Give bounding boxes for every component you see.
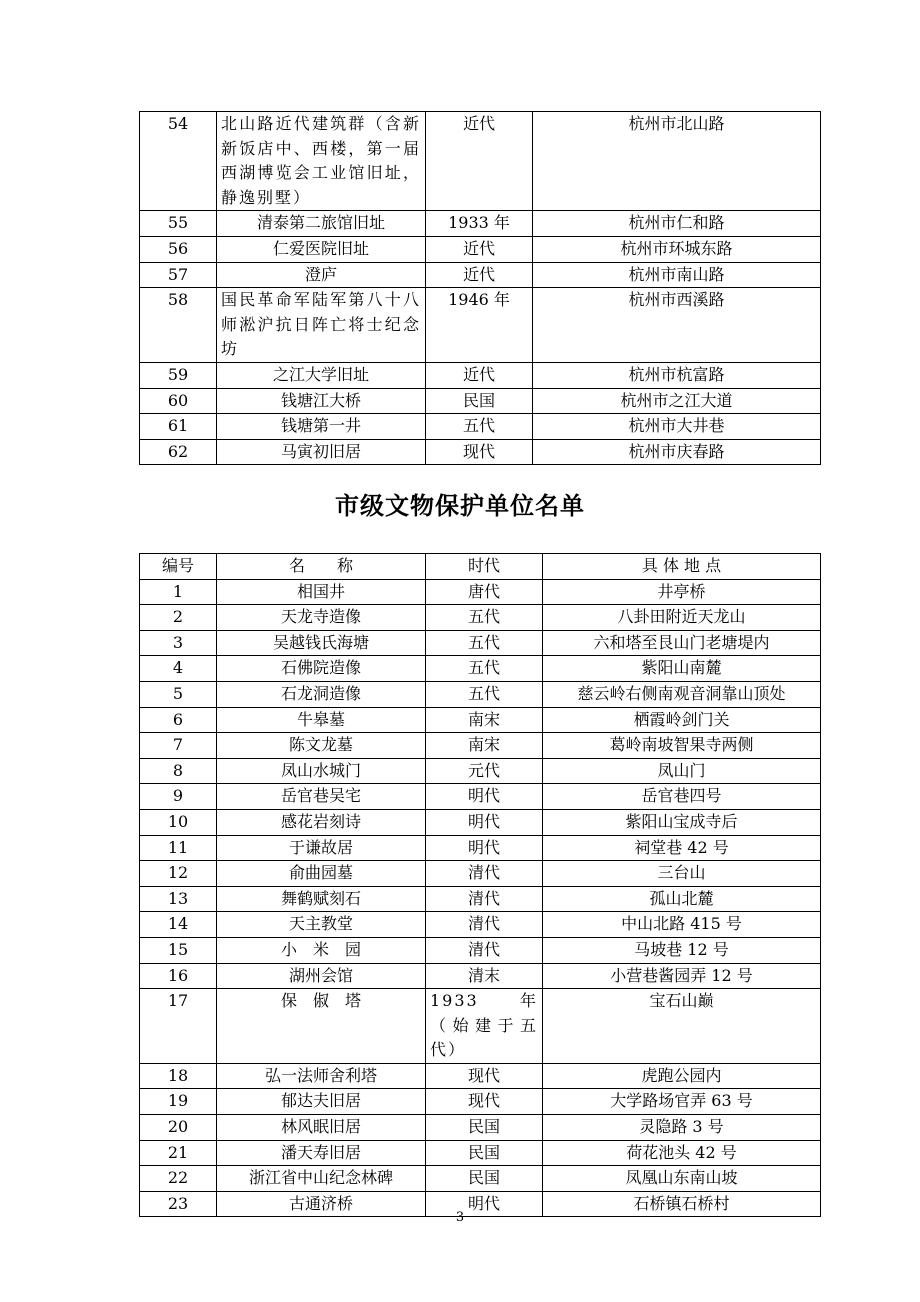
- row-location: 虎跑公园内: [543, 1063, 821, 1089]
- row-era: 明代: [426, 784, 543, 810]
- row-name: 俞曲园墓: [217, 861, 426, 887]
- table-row: [140, 1063, 821, 1089]
- row-location: 杭州市环城东路: [533, 236, 821, 262]
- row-location: 杭州市大井巷: [533, 414, 821, 440]
- row-name: 吴越钱氏海塘: [217, 630, 426, 656]
- row-location: 杭州市北山路: [533, 112, 821, 211]
- row-name: 潘天寿旧居: [217, 1140, 426, 1166]
- row-location: 六和塔至艮山门老塘堤内: [543, 630, 821, 656]
- row-number: 23: [140, 1191, 217, 1217]
- row-era: 元代: [426, 758, 543, 784]
- table-row: [140, 414, 821, 440]
- row-number: 61: [140, 414, 217, 440]
- row-number: 15: [140, 937, 217, 963]
- table-row: [140, 579, 821, 605]
- row-era: 清末: [426, 963, 543, 989]
- row-number: 18: [140, 1063, 217, 1089]
- row-name: 澄庐: [217, 262, 426, 288]
- table-row: [140, 733, 821, 759]
- row-name: 牛皋墓: [217, 707, 426, 733]
- row-name: 之江大学旧址: [217, 362, 426, 388]
- row-name: 岳官巷吴宅: [217, 784, 426, 810]
- row-location: 栖霞岭剑门关: [543, 707, 821, 733]
- row-number: 11: [140, 835, 217, 861]
- row-number: 16: [140, 963, 217, 989]
- row-era: 近代: [426, 112, 533, 211]
- table-row: [140, 912, 821, 938]
- row-location: 杭州市庆春路: [533, 439, 821, 465]
- row-era: 近代: [426, 236, 533, 262]
- row-name: 小 米 园: [217, 937, 426, 963]
- row-location: 小营巷酱园弄 12 号: [543, 963, 821, 989]
- table-row: [140, 236, 821, 262]
- row-location: 紫阳山南麓: [543, 656, 821, 682]
- row-name: 天龙寺造像: [217, 605, 426, 631]
- row-number: 3: [140, 630, 217, 656]
- row-name: 相国井: [217, 579, 426, 605]
- row-name: 感花岩刻诗: [217, 809, 426, 835]
- table-row: [140, 262, 821, 288]
- row-era: 1933 年: [426, 211, 533, 237]
- row-era: 五代: [426, 656, 543, 682]
- row-name: 陈文龙墓: [217, 733, 426, 759]
- row-era: 民国: [426, 1115, 543, 1141]
- row-location: 马坡巷 12 号: [543, 937, 821, 963]
- row-number: 13: [140, 886, 217, 912]
- table-row: [140, 439, 821, 465]
- row-location: 凤凰山东南山坡: [543, 1166, 821, 1192]
- row-name: 石龙洞造像: [217, 681, 426, 707]
- row-name: 古通济桥: [217, 1191, 426, 1217]
- table-row: [140, 112, 821, 211]
- row-era: 近代: [426, 362, 533, 388]
- row-name: 仁爱医院旧址: [217, 236, 426, 262]
- row-location: 灵隐路 3 号: [543, 1115, 821, 1141]
- row-era: 明代: [426, 835, 543, 861]
- row-era: 1946 年: [426, 288, 533, 363]
- page-number: 3: [455, 1210, 465, 1225]
- row-location: 孤山北麓: [543, 886, 821, 912]
- table-row: [140, 886, 821, 912]
- row-name: 清泰第二旅馆旧址: [217, 211, 426, 237]
- row-name: 国民革命军陆军第八十八师淞沪抗日阵亡将士纪念坊: [217, 288, 426, 363]
- row-name: 石佛院造像: [217, 656, 426, 682]
- row-number: 20: [140, 1115, 217, 1141]
- row-location: 井亭桥: [543, 579, 821, 605]
- row-location: 八卦田附近天龙山: [543, 605, 821, 631]
- row-era: 唐代: [426, 579, 543, 605]
- row-location: 岳官巷四号: [543, 784, 821, 810]
- row-number: 21: [140, 1140, 217, 1166]
- row-name: 湖州会馆: [217, 963, 426, 989]
- row-name: 钱塘江大桥: [217, 388, 426, 414]
- row-number: 14: [140, 912, 217, 938]
- header-name: 名 称: [217, 554, 426, 580]
- row-location: 祠堂巷 42 号: [543, 835, 821, 861]
- row-location: 杭州市杭富路: [533, 362, 821, 388]
- row-location: 慈云岭右侧南观音洞靠山顶处: [543, 681, 821, 707]
- heritage-table-continued: [139, 111, 821, 465]
- row-era: 民国: [426, 1166, 543, 1192]
- row-era: 五代: [426, 605, 543, 631]
- table-row: [140, 861, 821, 887]
- row-era: 民国: [426, 1140, 543, 1166]
- row-location: 杭州市南山路: [533, 262, 821, 288]
- row-number: 19: [140, 1089, 217, 1115]
- row-number: 57: [140, 262, 217, 288]
- row-era: 民国: [426, 388, 533, 414]
- row-era: 清代: [426, 886, 543, 912]
- row-era: 五代: [426, 681, 543, 707]
- table-row: [140, 809, 821, 835]
- table-header-row: [140, 554, 821, 580]
- row-number: 22: [140, 1166, 217, 1192]
- row-location: 宝石山巅: [543, 989, 821, 1064]
- header-number: 编号: [140, 554, 217, 580]
- table-row: [140, 656, 821, 682]
- row-number: 17: [140, 989, 217, 1064]
- row-number: 9: [140, 784, 217, 810]
- row-era: 清代: [426, 912, 543, 938]
- row-location: 凤山门: [543, 758, 821, 784]
- table-row: [140, 681, 821, 707]
- row-number: 54: [140, 112, 217, 211]
- row-number: 8: [140, 758, 217, 784]
- row-name: 保 俶 塔: [217, 989, 426, 1064]
- table-row: [140, 989, 821, 1064]
- row-number: 10: [140, 809, 217, 835]
- row-name: 于谦故居: [217, 835, 426, 861]
- row-name: 钱塘第一井: [217, 414, 426, 440]
- row-location: 荷花池头 42 号: [543, 1140, 821, 1166]
- row-location: 杭州市仁和路: [533, 211, 821, 237]
- row-number: 4: [140, 656, 217, 682]
- row-number: 5: [140, 681, 217, 707]
- table-row: [140, 288, 821, 363]
- row-location: 大学路场官弄 63 号: [543, 1089, 821, 1115]
- row-name: 林风眠旧居: [217, 1115, 426, 1141]
- row-number: 62: [140, 439, 217, 465]
- page-title: 市级文物保护单位名单: [335, 492, 585, 520]
- table-row: [140, 758, 821, 784]
- row-number: 58: [140, 288, 217, 363]
- row-era: 现代: [426, 1089, 543, 1115]
- table-row: [140, 630, 821, 656]
- row-name: 凤山水城门: [217, 758, 426, 784]
- row-location: 杭州市之江大道: [533, 388, 821, 414]
- row-era: 南宋: [426, 707, 543, 733]
- row-name: 舞鹤赋刻石: [217, 886, 426, 912]
- row-era: 现代: [426, 1063, 543, 1089]
- table-row: [140, 1089, 821, 1115]
- row-number: 7: [140, 733, 217, 759]
- row-era: 近代: [426, 262, 533, 288]
- table-row: [140, 835, 821, 861]
- header-location: 具 体 地 点: [543, 554, 821, 580]
- row-era: 五代: [426, 414, 533, 440]
- row-number: 2: [140, 605, 217, 631]
- row-location: 杭州市西溪路: [533, 288, 821, 363]
- row-era: 清代: [426, 937, 543, 963]
- row-era: 明代: [426, 809, 543, 835]
- table-row: [140, 1140, 821, 1166]
- row-name: 弘一法师舍利塔: [217, 1063, 426, 1089]
- row-name: 浙江省中山纪念林碑: [217, 1166, 426, 1192]
- table-row: [140, 963, 821, 989]
- municipal-heritage-table: [139, 553, 821, 1217]
- row-number: 56: [140, 236, 217, 262]
- table-row: [140, 707, 821, 733]
- row-location: 紫阳山宝成寺后: [543, 809, 821, 835]
- table-row: [140, 937, 821, 963]
- row-location: 三台山: [543, 861, 821, 887]
- table-row: [140, 211, 821, 237]
- table-row: [140, 1115, 821, 1141]
- row-era: 清代: [426, 861, 543, 887]
- row-era: 南宋: [426, 733, 543, 759]
- row-number: 55: [140, 211, 217, 237]
- header-era: 时代: [426, 554, 543, 580]
- row-era: 明代: [426, 1191, 543, 1217]
- row-name: 马寅初旧居: [217, 439, 426, 465]
- table-row: [140, 388, 821, 414]
- row-era: 五代: [426, 630, 543, 656]
- row-number: 60: [140, 388, 217, 414]
- table-row: [140, 784, 821, 810]
- row-era: 现代: [426, 439, 533, 465]
- row-number: 12: [140, 861, 217, 887]
- table-row: [140, 362, 821, 388]
- row-era: 1933 年（始建于五代）: [426, 989, 543, 1064]
- row-location: 石桥镇石桥村: [543, 1191, 821, 1217]
- row-number: 6: [140, 707, 217, 733]
- row-name: 郁达夫旧居: [217, 1089, 426, 1115]
- row-location: 葛岭南坡智果寺两侧: [543, 733, 821, 759]
- row-name: 北山路近代建筑群（含新新饭店中、西楼，第一届西湖博览会工业馆旧址，静逸别墅）: [217, 112, 426, 211]
- table-row: [140, 605, 821, 631]
- row-number: 1: [140, 579, 217, 605]
- row-location: 中山北路 415 号: [543, 912, 821, 938]
- row-number: 59: [140, 362, 217, 388]
- row-name: 天主教堂: [217, 912, 426, 938]
- table-row: [140, 1166, 821, 1192]
